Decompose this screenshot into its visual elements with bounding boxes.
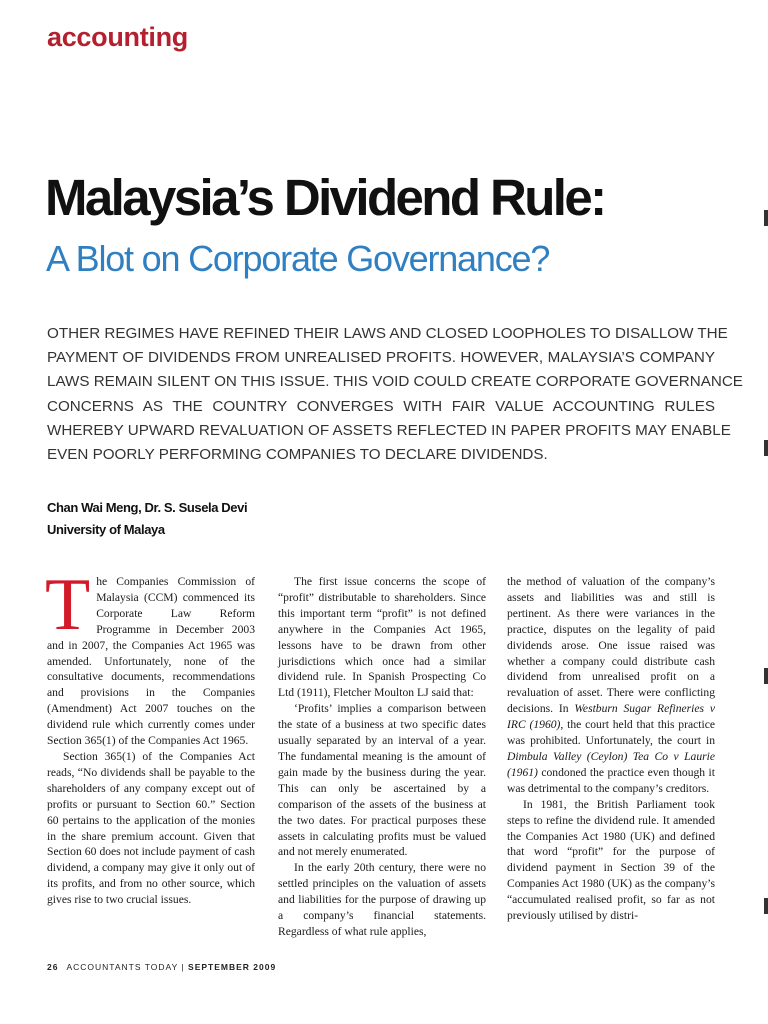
edge-mark <box>764 440 768 456</box>
paragraph: In the early 20th century, there were no settled principles on the valuation of assets and liabilities for the purpose of drawing up a company’s financial statements. Regardless of what rule applies, <box>278 861 486 938</box>
byline <box>47 497 247 541</box>
article-subtitle: A Blot on Corporate Governance? <box>46 238 550 279</box>
case-citation: Dimbula Valley (Ceylon) Tea Co v Laurie (1961) <box>507 749 715 779</box>
paragraph <box>507 574 715 797</box>
paragraph-text: the method of valuation of the company’s assets and liabilities was and still is pertinent. As there were variances in the practice, disputes on the legality of paid dividends arose. One issue raised was whether a company could distribute cash dividend from unrealised profit on a revaluation of asset. There were conflicting decisions. In <box>507 575 715 716</box>
issue-date: SEPTEMBER 2009 <box>188 962 277 972</box>
body-column-1 <box>45 564 255 908</box>
standfirst-line: WHEREBY UPWARD REVALUATION OF ASSETS REFLECTED IN PAPER PROFITS MAY ENABLE <box>47 421 731 439</box>
standfirst-line: OTHER REGIMES HAVE REFINED THEIR LAWS AND CLOSED LOOPHOLES TO DISALLOW THE <box>47 325 728 342</box>
edge-mark <box>764 668 768 684</box>
edge-mark <box>764 210 768 226</box>
page-number: 26 <box>47 962 59 972</box>
paragraph-text: condoned the practice even though it was detrimental to the company’s creditors. <box>507 765 715 795</box>
standfirst-line: LAWS REMAIN SILENT ON THIS ISSUE. THIS VOID COULD CREATE CORPORATE GOVERNANCE <box>47 373 743 391</box>
page-footer <box>47 962 276 972</box>
drop-cap: T <box>45 564 91 646</box>
standfirst-line: EVEN POORLY PERFORMING COMPANIES TO DECLARE DIVIDENDS. <box>47 446 548 464</box>
paragraph: In 1981, the British Parliament took steps to refine the dividend rule. It amended the Companies Act 1980 (UK) and defined that word “profit” for the purpose of dividend payment in Section 39 of the Companies Act 1980 (UK) as the company’s “accumulated realised profit, so far as not previously utilised by distri- <box>507 797 715 923</box>
author-names: Chan Wai Meng, Dr. S. Susela Devi <box>47 500 248 515</box>
standfirst-line: PAYMENT OF DIVIDENDS FROM UNREALISED PROFITS. HOWEVER, MALAYSIA’S COMPANY <box>47 349 715 367</box>
author-affiliation: University of Malaya <box>47 522 165 537</box>
article-title: Malaysia’s Dividend Rule: <box>45 169 605 226</box>
publication-name: ACCOUNTANTS TODAY | <box>66 962 189 972</box>
paragraph: The first issue concerns the scope of “profit” distributable to shareholders. Since this important term “profit” is not defined anywhere in the Companies Act 1965, lessons have to be drawn from other jurisdictions which once had a similar dividend rule. In Spanish Prospecting Co Ltd (1911), Fletcher Moulton LJ said that: <box>278 575 486 700</box>
paragraph-text: , the court held that this practice was prohibited. Unfortunately, the court in <box>507 718 715 748</box>
section-label: accounting <box>47 22 189 52</box>
case-citation: Westburn Sugar Refineries v IRC (1960) <box>507 702 715 732</box>
quote-paragraph: ‘Profits’ implies a comparison between the state of a business at two specific dates usually separated by an interval of a year. The fundamental meaning is the amount of gain made by the business during the year. This can only be ascertained by a comparison of the assets of the business at the two dates. For practical purposes these assets in calculating profits must be valued and not merely enumerated. <box>278 702 486 859</box>
body-column-2 <box>278 574 486 940</box>
standfirst-line: CONCERNS AS THE COUNTRY CONVERGES WITH FAIR VALUE ACCOUNTING RULES <box>47 397 715 415</box>
edge-mark <box>764 898 768 914</box>
paragraph-text: he Companies Commission of Malaysia (CCM) commenced its Corporate Law Reform Programme in December 2003 and in 2007, the Companies Act 1965 was amended. Unfortunately, none of the consultative documents, recommendations and provisions in the Companies (Amendment) Act 2007 touches on the dividend rule which currently comes under Section 365(1) of the Companies Act 1965. <box>47 575 255 748</box>
paragraph <box>45 564 255 749</box>
paragraph: Section 365(1) of the Companies Act reads, “No dividends shall be payable to the shareholders of any company except out of profits or pursuant to Section 60.” Section 60 pertains to the application of the monies in the share premium account. Given that Section 60 does not include payment of cash dividend, a company may give it only out of its profits, and from no other source, which gives rise to two crucial issues. <box>47 749 255 907</box>
standfirst <box>47 322 743 467</box>
body-column-3 <box>507 574 715 924</box>
